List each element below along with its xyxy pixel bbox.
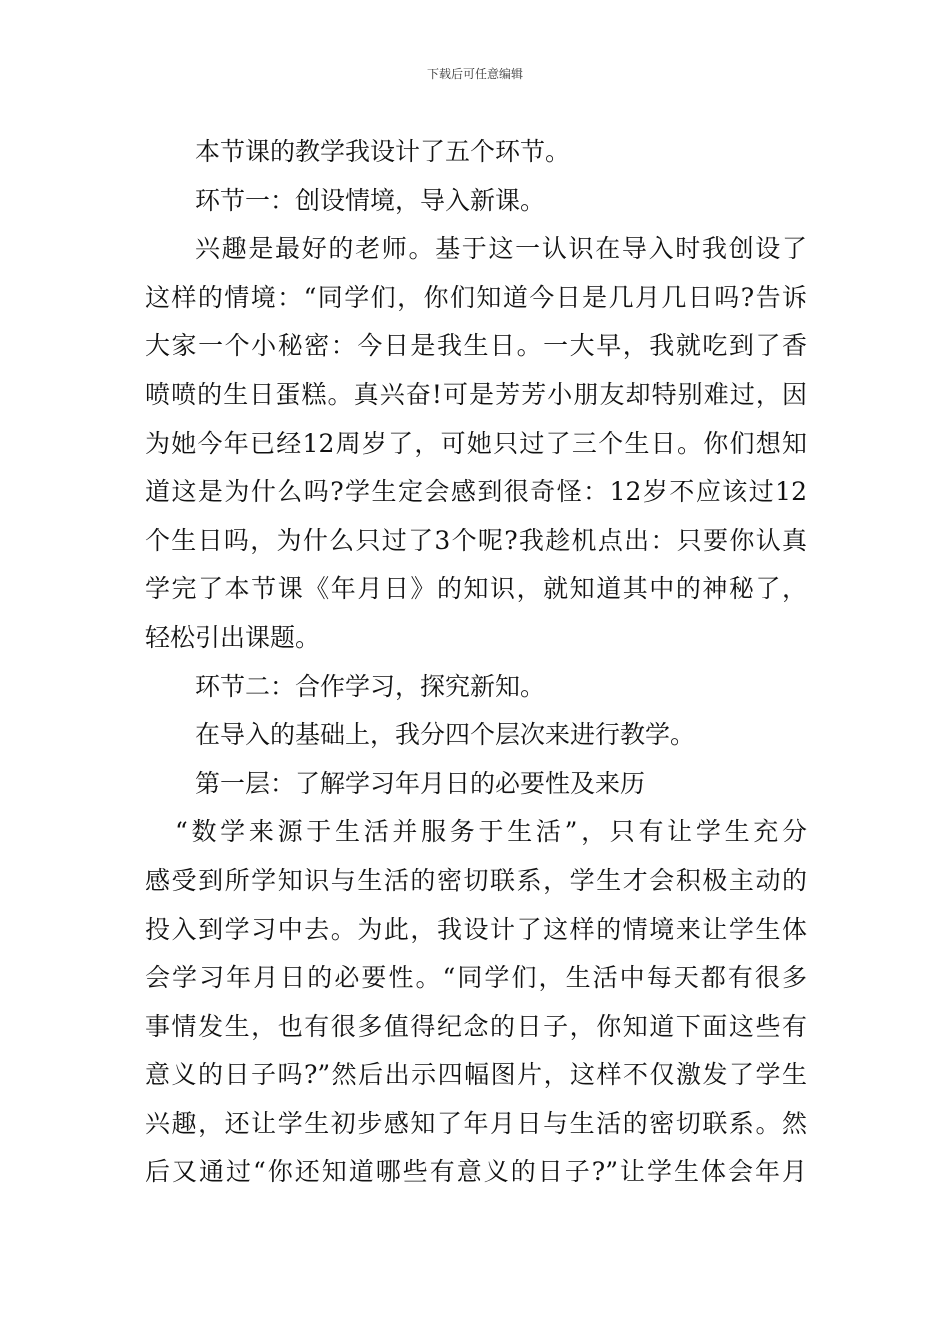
- paragraph-line: 后又通过“你还知道哪些有意义的日子?”让学生体会年月: [145, 1157, 807, 1187]
- paragraph-line: 这样的情境：“同学们，你们知道今日是几月几日吗?告诉: [145, 282, 807, 312]
- paragraph-line: 环节一：创设情境，导入新课。: [195, 185, 546, 215]
- paragraph-line: 兴趣是最好的老师。基于这一认识在导入时我创设了: [195, 234, 807, 264]
- paragraph-line: 感受到所学知识与生活的密切联系，学生才会积极主动的: [145, 865, 807, 895]
- paragraph-line: 会学习年月日的必要性。“同学们，生活中每天都有很多: [145, 963, 807, 993]
- paragraph-line: 喷喷的生日蛋糕。真兴奋!可是芳芳小朋友却特别难过，因: [145, 379, 807, 409]
- paragraph-line: 大家一个小秘密：今日是我生日。一大早，我就吃到了香: [145, 331, 807, 361]
- paragraph-line: 兴趣，还让学生初步感知了年月日与生活的密切联系。然: [145, 1108, 807, 1138]
- header-note: 下载后可任意编辑: [426, 67, 523, 81]
- paragraph-line: “数学来源于生活并服务于生活”，只有让学生充分: [175, 817, 807, 847]
- paragraph-line: 轻松引出课题。: [145, 622, 321, 652]
- paragraph-line: 道这是为什么吗?学生定会感到很奇怪：12岁不应该过12: [145, 477, 807, 507]
- paragraph-line: 事情发生，也有很多值得纪念的日子，你知道下面这些有: [145, 1011, 807, 1041]
- paragraph-line: 投入到学习中去。为此，我设计了这样的情境来让学生体: [145, 914, 807, 944]
- paragraph-line: 第一层：了解学习年月日的必要性及来历: [195, 768, 646, 798]
- paragraph-line: 在导入的基础上，我分四个层次来进行教学。: [195, 720, 696, 750]
- body-text: [145, 128, 807, 1197]
- paragraph-line: 本节课的教学我设计了五个环节。: [195, 137, 571, 166]
- paragraph-line: 意义的日子吗?”然后出示四幅图片，这样不仅激发了学生: [145, 1060, 807, 1090]
- paragraph-line: 为她今年已经12周岁了，可她只过了三个生日。你们想知: [145, 428, 807, 458]
- paragraph-line: 环节二：合作学习，探究新知。: [195, 671, 546, 701]
- paragraph-line: 学完了本节课《年月日》的知识，就知道其中的神秘了，: [145, 574, 807, 604]
- paragraph-line: 个生日吗，为什么只过了3个呢?我趁机点出：只要你认真: [145, 525, 807, 555]
